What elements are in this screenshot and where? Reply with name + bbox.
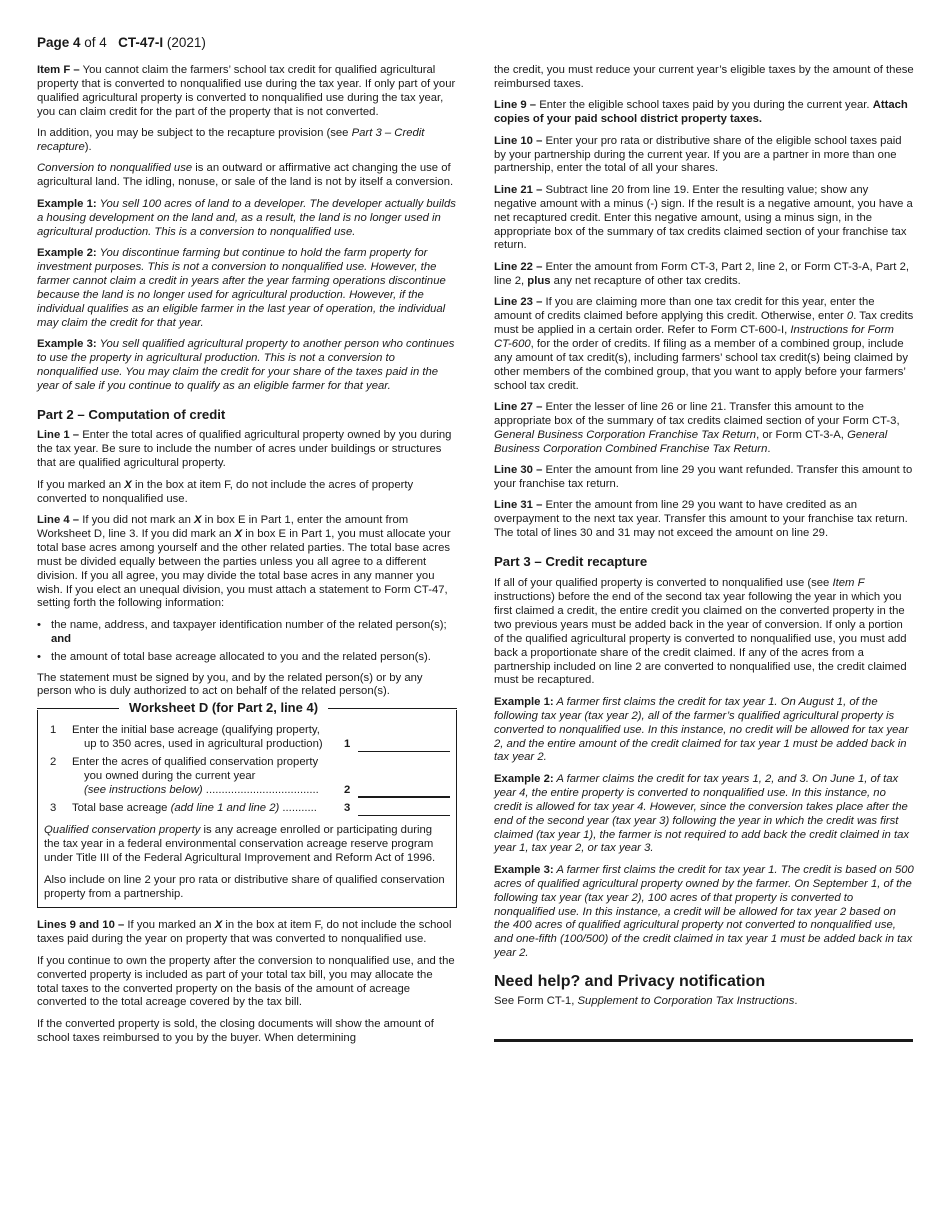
left-example-3: Example 3: You sell qualified agricultural property to another person who continues to use the property in agricultural production. This is not a conversion to nonqualified use. You may claim the credit for your share of the taxes paid in the year of sale if you continue to qualify as an eligible farmer for that year. xyxy=(37,337,455,392)
property-sold-paragraph: If the converted property is sold, the closing documents will show the amount of school taxes reimbursed to you by the buyer. When determining xyxy=(37,1017,434,1044)
right-example-3: Example 3: A farmer first claims the credit for tax year 1. The credit is based on 500 acres of qualified agricultural property owned by the farmer. On September 1, of the following tax year (tax year 2), 100 acres of that property is converted to nonqualified use. In this instance, a credit will be allowed for tax year 2 based on the 400 acres of qualified agricultural property not converted to nonqualified use, and one-fifth (100/500) of the credit claimed in tax year 1 must be added back in tax year 2. xyxy=(494,863,914,960)
conversion-definition: Conversion to nonqualified use is an outward or affirmative act changing the use of agricultural land. The idling, nonuse, or sale of the land is not by itself a conversion. xyxy=(37,162,454,189)
sold-continuation: the credit, you must reduce your current year’s eligible taxes by the amount of these reimbursed taxes. xyxy=(494,64,914,90)
statement-paragraph: The statement must be signed by you, and by the related person(s) or by any person who is duly authorized to act on behalf of the related person(s). xyxy=(37,671,423,698)
part-3-paragraph: If all of your qualified property is converted to nonqualified use (see Item F instructions) before the end of the second tax year following the year in which you first claimed a credit, the entire credit you claimed on the converted property in the two previous years must be added back in the year of conversion. If only a portion of the qualified agricultural property is converted to nonqualified use, you must add back a proportionate share of the credit claimed. If any of the acres from a partnership included on line 2 are converted to nonqualified use, the credit claimed must be recaptured. xyxy=(494,577,907,687)
left-example-2: Example 2: You discontinue farming but continue to hold the farm property for investment purposes. This is not a conversion to nonqualified use. However, the farmer cannot claim a credit in years after the year farming operations discontinue because the land is no longer used for agricultural production. However, if the individual qualifies as an eligible farmer in the last year of operation, the individual may claim the credit for that year. xyxy=(37,246,446,329)
line-23-paragraph: Line 23 – If you are claiming more than one tax credit for this year, enter the amount of credits claimed before applying this credit. Otherwise, enter 0. Tax credits must be applied in a certain order. Refer to Form CT-600-I, Instructions for Form CT-600, for the order of credits. If filing as a member of a combined group, include any amount of tax credit(s), including farmers’ school tax credit(s) being claimed by other members of the combined group, that you want to apply before your farmers’ school tax credit. xyxy=(494,296,914,392)
page-total: of 4 xyxy=(84,35,107,50)
worksheet-title: Worksheet D (for Part 2, line 4) xyxy=(119,701,328,715)
recapture-note: In addition, you may be subject to the recapture provision (see Part 3 – Credit recapture). xyxy=(37,127,425,154)
list-item: • the amount of total base acreage allocated to you and the related person(s). xyxy=(37,651,457,665)
partnership-note: Also include on line 2 your pro rata or distributive share of qualified conservation property from a partnership. xyxy=(44,873,445,900)
form-year: (2021) xyxy=(166,35,206,50)
list-item: • the name, address, and taxpayer identification number of the related person(s); and xyxy=(37,619,457,647)
left-column xyxy=(37,64,457,1053)
closing-rule xyxy=(494,1039,913,1042)
worksheet-row-1: 1 Enter the initial base acreage (qualifying property, up to 350 acres, used in agricultural production) 1 xyxy=(44,724,450,752)
worksheet-line-3-input[interactable] xyxy=(358,803,450,816)
line-21-paragraph: Line 21 – Subtract line 20 from line 19. Enter the resulting value; show any negative amount with a minus (-) sign. If the result is a negative amount, you have a net recaptured credit. Enter this negative amount, using a minus sign, in the appropriate box of the summary of tax credits claimed section of your franchise tax return. xyxy=(494,183,913,252)
line-27-paragraph: Line 27 – Enter the lesser of line 26 or line 21. Transfer this amount to the appropriate box of the summary of tax credits claimed section of your Form CT-3, General Business Corporation Franchise Tax Return, or Form CT-3-A, General Business Corporation Combined Franchise Tax Return. xyxy=(494,401,900,455)
worksheet-line-1-input[interactable] xyxy=(358,739,450,752)
form-id: CT-47-I xyxy=(118,35,164,50)
left-example-1: Example 1: You sell 100 acres of land to a developer. The developer actually builds a housing development on the land and, as a result, the land is no longer used in agricultural production. This is a conversion to nonqualified use. xyxy=(37,197,456,238)
worksheet-line-2-input[interactable] xyxy=(358,784,450,798)
right-example-1: Example 1: A farmer first claims the credit for tax year 1. On August 1, of the following tax year (tax year 2), all of the farmer’s qualified agricultural property is converted to nonqualified use. In this instance, no credit will be allowed for tax year 2, and the entire amount of the credit claimed for tax year 1 must be added back in tax year 2. xyxy=(494,695,909,764)
line-31-paragraph: Line 31 – Enter the amount from line 29 you want to have credited as an overpayment to the next tax year. Transfer this amount to your franchise tax return. The total of lines 30 and 31 may not exceed the amount on line 29. xyxy=(494,499,908,540)
line-22-paragraph: Line 22 – Enter the amount from Form CT-3, Part 2, line 2, or Form CT-3-A, Part 2, line 2, plus any net recapture of other tax credits. xyxy=(494,260,909,287)
help-paragraph: See Form CT-1, Supplement to Corporation Tax Instructions. xyxy=(494,995,798,1008)
item-f-paragraph: Item F – You cannot claim the farmers’ school tax credit for qualified agricultural property that is converted to nonqualified use during the tax year. If only part of your qualified agricultural property is converted to nonqualified use during the tax year, you can claim credit for the part of the property that is not converted. xyxy=(37,64,456,118)
part-2-heading: Part 2 – Computation of credit xyxy=(37,406,226,422)
information-list xyxy=(37,619,457,665)
help-heading: Need help? and Privacy notification xyxy=(494,973,766,991)
page-header xyxy=(37,35,206,50)
part-3-heading: Part 3 – Credit recapture xyxy=(494,554,648,570)
line-9-paragraph: Line 9 – Enter the eligible school taxes paid by you during the current year. Attach copies of your paid school district property taxes. xyxy=(494,99,908,126)
conservation-definition: Qualified conservation property is any acreage enrolled or participating during the tax year in a federal environmental conservation acreage reserve program under Title III of the Federal Agricultural Improvement and Reform Act of 1996. xyxy=(44,823,436,864)
continue-ownership-paragraph: If you continue to own the property after the conversion to nonqualified use, and the converted property is included as part of your total tax bill, you may allocate the total taxes to the converted property on the basis of the amount of acreage converted to the total acreage covered by the tax bill. xyxy=(37,954,455,1009)
item-f-label: Item F – xyxy=(37,64,80,76)
worksheet-row-2: 2 Enter the acres of qualified conservation property you owned during the current year (see instructions below) .................................... 2 xyxy=(44,756,450,798)
worksheet-row-3: 3 Total base acreage (add line 1 and line 2) ........... 3 xyxy=(44,802,450,816)
page-number: Page 4 xyxy=(37,35,81,50)
lines-9-10-paragraph: Lines 9 and 10 – If you marked an X in the box at item F, do not include the school taxes paid during the year on property that was converted to nonqualified use. xyxy=(37,919,452,946)
line-4-paragraph: Line 4 – If you did not mark an X in box E in Part 1, enter the amount from Worksheet D, line 3. If you did mark an X in box E in Part 1, you must allocate your total base acres among yourself and the other related parties. The total base acres must be divided equally between the parties unless you all agree to a different division. If you all agree, you may divide the total base acres in any manner you wish. If you elect an unequal division, you must attach a statement to Form CT-47, setting forth the following information: xyxy=(37,513,451,610)
right-example-2: Example 2: A farmer claims the credit for tax years 1, 2, and 3. On June 1, of tax year 4, the entire property is converted to nonqualified use. In this instance, no credit is allowed for tax year 4. However, since the conversion takes place after the end of the second year (tax year 3) following the year in which the credit was first claimed (tax year 1), the farmer is not required to add back the credit claimed in tax year 1, tax year 2, or tax year 3. xyxy=(494,772,910,855)
line-30-paragraph: Line 30 – Enter the amount from line 29 you want refunded. Transfer this amount to your franchise tax return. xyxy=(494,464,913,491)
right-column xyxy=(494,64,914,1042)
item-f-marked-note: If you marked an X in the box at item F, do not include the acres of property converted to nonqualified use. xyxy=(37,478,414,505)
recapture-reference: Part 3 – Credit recapture xyxy=(37,127,425,154)
worksheet-d xyxy=(37,700,457,908)
line-10-paragraph: Line 10 – Enter your pro rata or distributive share of the eligible school taxes paid by your partnership during the current year. If you are a partner in more than one partnership, enter the total of all your shares. xyxy=(494,134,902,175)
line-1-paragraph: Line 1 – Enter the total acres of qualified agricultural property owned by you during the tax year. Be sure to include the number of acres under buildings or structures that are qualified agricultural property. xyxy=(37,429,452,470)
